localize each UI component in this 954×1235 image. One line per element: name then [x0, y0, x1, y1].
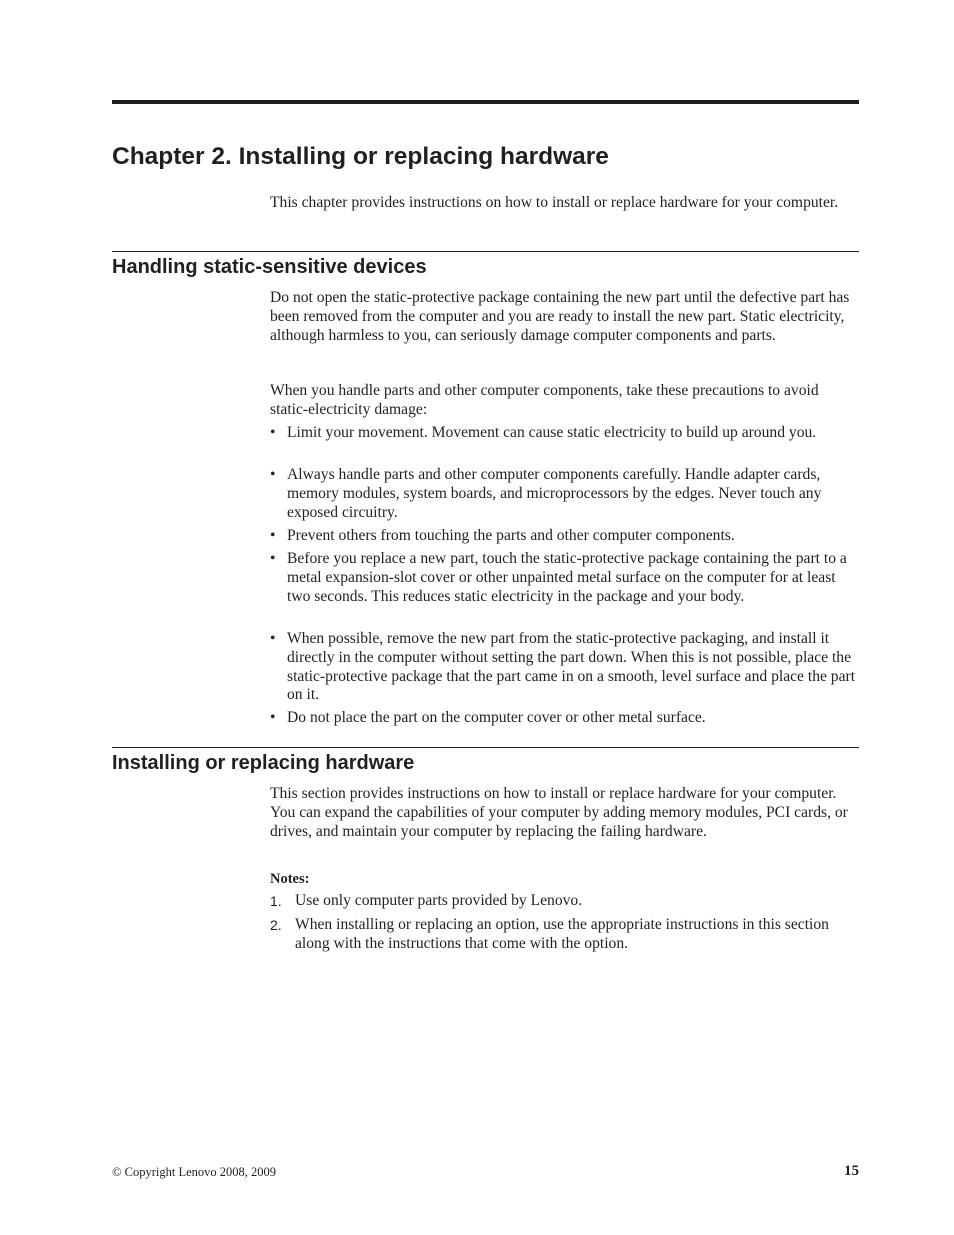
notes-label: Notes:	[270, 871, 310, 887]
list-item: • Limit your movement. Movement can cause static electricity to build up around you.	[270, 424, 817, 441]
section-heading-static: Handling static-sensitive devices	[112, 256, 427, 278]
list-item: • When possible, remove the new part from the static-protective packaging, and install it directly in the computer without setting the part down. When this is not possible, place the static-protective package that the part came in on a smooth, level surface and place the part on it.	[270, 630, 856, 704]
list-item: 2. When installing or replacing an option, use the appropriate instructions in this section along with the instructions that come with the option.	[270, 916, 829, 952]
paragraph: This section provides instructions on how to install or replace hardware for your computer. You can expand the capabilities of your computer by adding memory modules, PCI cards, or drives, and maintain your computer by replacing the failing hardware.	[270, 785, 848, 840]
page-number: 15	[844, 1163, 859, 1179]
paragraph: When you handle parts and other computer components, take these precautions to avoid static-electricity damage:	[270, 382, 819, 418]
list-item: • Before you replace a new part, touch the static-protective package containing the part to a metal expansion-slot cover or other unpainted metal surface on the computer for at least two seconds. This reduces static electricity in the package and your body.	[270, 550, 847, 605]
bullet-icon: •	[270, 550, 276, 567]
section-rule	[112, 747, 859, 748]
list-item: 1. Use only computer parts provided by Lenovo.	[270, 892, 583, 909]
list-item: • Always handle parts and other computer components carefully. Handle adapter cards, memory modules, system boards, and microprocessors by the edges. Never touch any exposed circuitry.	[270, 466, 822, 521]
copyright-footer: © Copyright Lenovo 2008, 2009	[112, 1165, 277, 1179]
list-item: • Prevent others from touching the parts and other computer components.	[270, 527, 735, 544]
chapter-top-rule	[112, 100, 859, 104]
bullet-icon: •	[270, 630, 276, 647]
paragraph: Do not open the static-protective package containing the new part until the defective part has been removed from the computer and you are ready to install the new part. Static electricity, although harmless to you, can seriously damage computer components and parts.	[270, 289, 850, 344]
section-rule	[112, 251, 859, 252]
bullet-icon: •	[270, 527, 276, 544]
list-item: • Do not place the part on the computer cover or other metal surface.	[270, 709, 706, 726]
bullet-icon: •	[270, 424, 276, 441]
chapter-intro: This chapter provides instructions on how to install or replace hardware for your computer.	[270, 194, 839, 211]
bullet-icon: •	[270, 709, 276, 726]
chapter-title: Chapter 2. Installing or replacing hardware	[112, 143, 609, 170]
section-heading-installing: Installing or replacing hardware	[112, 752, 415, 774]
bullet-icon: •	[270, 466, 276, 483]
